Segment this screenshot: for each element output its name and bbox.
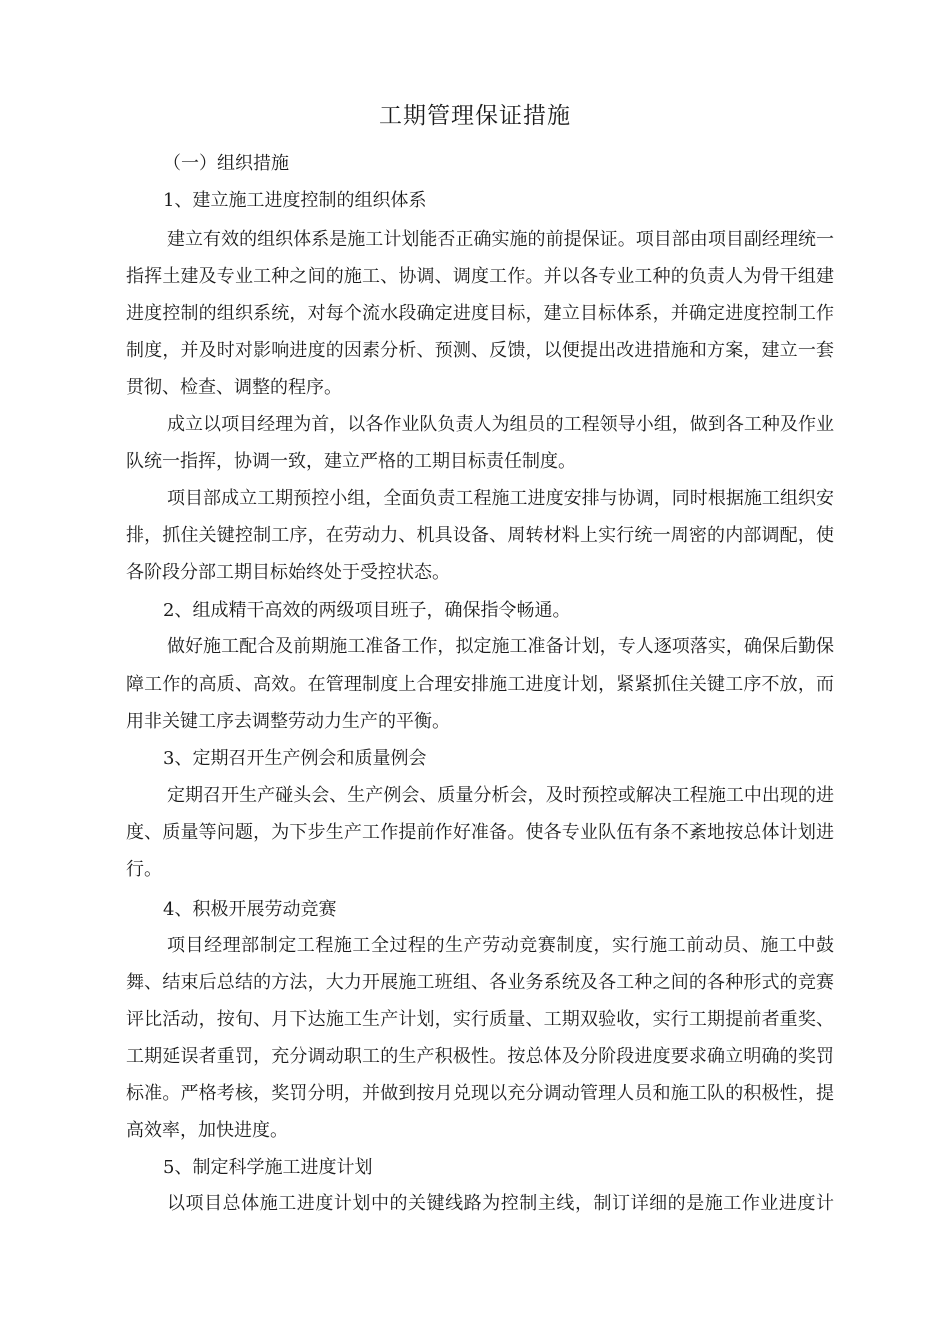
paragraph-line: 用非关键工序去调整劳动力生产的平衡。 [126, 711, 450, 732]
paragraph-line: 指挥土建及专业工种之间的施工、协调、调度工作。并以各专业工种的负责人为骨干组建 [126, 266, 834, 287]
paragraph-line: 工期延误者重罚，充分调动职工的生产积极性。按总体及分阶段进度要求确立明确的奖罚 [126, 1046, 834, 1067]
section-heading: （一）组织措施 [163, 153, 289, 174]
paragraph-line: 以项目总体施工进度计划中的关键线路为控制主线，制订详细的是施工作业进度计 [167, 1193, 834, 1214]
paragraph-line: 排，抓住关键控制工序，在劳动力、机具设备、周转材料上实行统一周密的内部调配，使 [126, 525, 834, 546]
item-heading: 4、积极开展劳动竞赛 [163, 899, 337, 920]
item-heading: 2、组成精干高效的两级项目班子，确保指令畅通。 [163, 600, 571, 621]
paragraph-line: 成立以项目经理为首，以各作业队负责人为组员的工程领导小组，做到各工种及作业 [167, 414, 834, 435]
item-heading: 5、制定科学施工进度计划 [163, 1157, 373, 1178]
paragraph-line: 建立有效的组织体系是施工计划能否正确实施的前提保证。项目部由项目副经理统一 [167, 229, 834, 250]
paragraph-line: 进度控制的组织系统，对每个流水段确定进度目标，建立目标体系，并确定进度控制工作 [126, 303, 834, 324]
paragraph-line: 项目经理部制定工程施工全过程的生产劳动竞赛制度，实行施工前动员、施工中鼓 [167, 935, 834, 956]
paragraph-line: 贯彻、检查、调整的程序。 [126, 377, 342, 398]
paragraph-line: 障工作的高质、高效。在管理制度上合理安排施工进度计划，紧紧抓住关键工序不放，而 [126, 674, 834, 695]
paragraph-line: 度、质量等问题，为下步生产工作提前作好准备。使各专业队伍有条不紊地按总体计划进 [126, 822, 834, 843]
paragraph-line: 项目部成立工期预控小组，全面负责工程施工进度安排与协调，同时根据施工组织安 [167, 488, 834, 509]
item-heading: 3、定期召开生产例会和质量例会 [163, 748, 427, 769]
paragraph-line: 行。 [126, 859, 162, 880]
paragraph-line: 各阶段分部工期目标始终处于受控状态。 [126, 562, 450, 583]
paragraph-line: 做好施工配合及前期施工准备工作，拟定施工准备计划，专人逐项落实，确保后勤保 [167, 636, 834, 657]
item-heading: 1、建立施工进度控制的组织体系 [163, 190, 427, 211]
document-title: 工期管理保证措施 [379, 103, 571, 129]
paragraph-line: 高效率，加快进度。 [126, 1120, 288, 1141]
paragraph-line: 定期召开生产碰头会、生产例会、质量分析会，及时预控或解决工程施工中出现的进 [167, 785, 834, 806]
paragraph-line: 评比活动，按旬、月下达施工生产计划，实行质量、工期双验收，实行工期提前者重奖、 [126, 1009, 834, 1030]
paragraph-line: 制度，并及时对影响进度的因素分析、预测、反馈，以便提出改进措施和方案，建立一套 [126, 340, 834, 361]
paragraph-line: 标准。严格考核，奖罚分明，并做到按月兑现以充分调动管理人员和施工队的积极性，提 [126, 1083, 834, 1104]
paragraph-line: 舞、结束后总结的方法，大力开展施工班组、各业务系统及各工种之间的各种形式的竞赛 [126, 972, 834, 993]
paragraph-line: 队统一指挥，协调一致，建立严格的工期目标责任制度。 [126, 451, 576, 472]
